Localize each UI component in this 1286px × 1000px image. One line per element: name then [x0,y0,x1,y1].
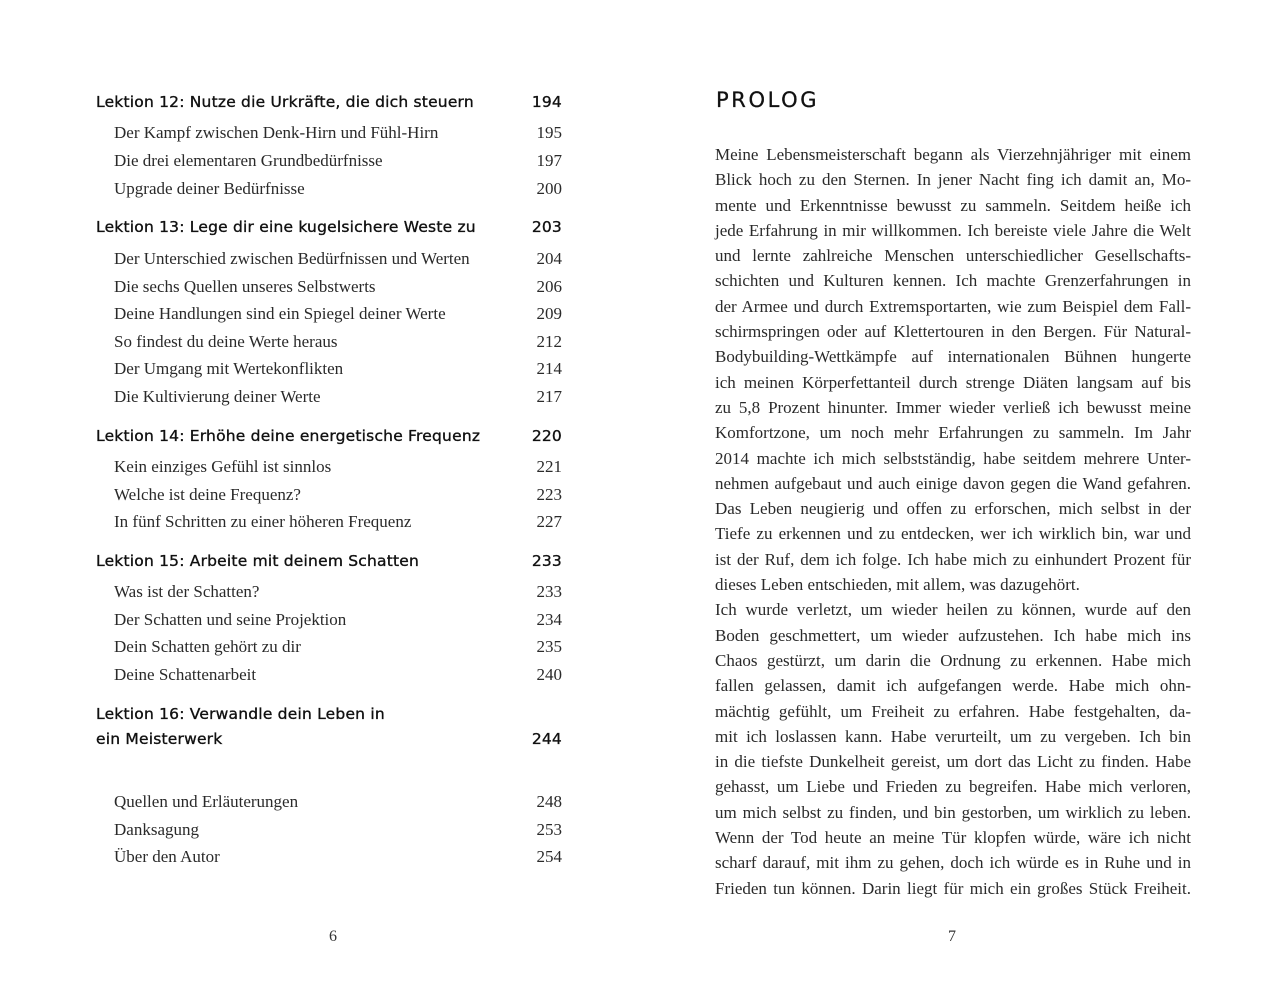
toc-entry-label: Dein Schatten gehört zu dir [114,637,301,656]
toc-entry-page: 200 [536,179,562,198]
toc-entry-label: Welche ist deine Frequenz? [114,485,301,504]
toc-lesson-title: Lektion 12: Nutze die Urkräfte, die dich steuern [96,93,474,111]
toc-backmatter-entry [114,846,566,868]
prolog-line: fallen gelassen, damit ich aufgefangen werde. Habe mich ohn- [715,676,1191,696]
prolog-line: Chaos gestürzt, um darin die Ordnung zu erkennen. Habe mich [715,650,1191,670]
toc-entry-page: 197 [536,151,562,170]
toc-entry-page: 240 [536,665,562,684]
toc-entry-page: 235 [536,637,562,656]
prolog-line: Komfortzone, um noch mehr Erfahrungen zu sammeln. Im Jahr [715,423,1191,443]
toc-entry [114,581,566,603]
toc-lesson-title: Lektion 16: Verwandle dein Leben in [96,705,385,723]
prolog-line: mit ich loslassen kann. Habe verurteilt, um zu vergeben. Ich bin [715,726,1191,746]
toc-entry-page: 248 [536,792,562,811]
toc-lesson-page: 194 [531,93,562,111]
toc-entry [114,150,566,172]
toc-entry-label: Deine Schattenarbeit [114,665,257,684]
prolog-heading: PROLOG [716,88,820,112]
prolog-line: um mich selbst zu finden, und bin gestorben, um wirklich zu leben. [715,802,1191,822]
prolog-line: zu 5,8 Prozent hinunter. Immer wieder verließ ich bewusst meine [715,397,1191,417]
toc-entry-page: 209 [536,304,562,323]
page-number-right: 7 [948,928,956,945]
toc-lesson-heading [96,424,566,449]
toc-entry [114,636,566,658]
prolog-line: Frieden tun können. Darin liegt für mich ein großes Stück Freiheit. [715,878,1191,898]
toc-lesson-page: 233 [531,552,562,570]
toc-entry-page: 204 [536,249,562,268]
toc-lesson-page: 220 [531,427,562,445]
toc-entry-page: 233 [536,582,562,601]
prolog-line: nehmen aufgebaut und auch einige davon gegen die Wand gefahren. [715,473,1191,493]
prolog-body-text [715,142,1191,901]
toc-lesson-title-continued: ein Meisterwerk [96,730,223,748]
toc-entry-page: 212 [536,332,562,351]
toc-entry-page: 195 [536,123,562,142]
prolog-line: Bodybuilding-Wettkämpfe auf internationalen Bühnen hungerte [715,347,1191,367]
toc-lesson-page: 203 [531,218,562,236]
toc-entry-page: 227 [536,512,562,531]
toc-entry [114,664,566,686]
toc-entry-label: Die Kultivierung deiner Werte [114,387,321,406]
toc-entry-page: 206 [536,277,562,296]
toc-lesson-title: Lektion 13: Lege dir eine kugelsichere Weste zu [96,218,476,236]
toc-entry [114,386,566,408]
toc-entry-label: Upgrade deiner Bedürfnisse [114,179,305,198]
prolog-line: mächtig gefühlt, um Freiheit zu erfahren. Habe festgehalten, da- [715,701,1191,721]
toc-entry-label: Quellen und Erläuterungen [114,792,299,811]
toc-backmatter-entry [114,819,566,841]
prolog-line: der Armee und durch Extremsportarten, wie zum Beispiel dem Fall- [715,296,1191,316]
right-page [643,0,1286,1000]
prolog-line: mente und Erkenntnisse bewusst zu sammeln. Seitdem heiße ich [715,195,1191,215]
prolog-line: 2014 machte ich mich selbstständig, habe seitdem mehrere Unter- [715,448,1191,468]
toc-entry [114,122,566,144]
toc-entry [114,276,566,298]
toc-entry-page: 214 [536,359,562,378]
toc-entry-label: Was ist der Schatten? [114,582,260,601]
toc-entry-label: Der Umgang mit Wertekonflikten [114,359,344,378]
toc-entry-page: 221 [536,457,562,476]
prolog-line: in die tiefste Dunkelheit gereist, um dort das Licht zu finden. Habe [715,752,1191,772]
prolog-line: und lernte zahlreiche Menschen unterschiedlicher Gesellschafts- [715,246,1191,266]
prolog-line: Das Leben neugierig und offen zu erforschen, mich selbst in der [715,499,1191,519]
toc-entry-label: So findest du deine Werte heraus [114,332,338,351]
toc-entry-label: In fünf Schritten zu einer höheren Frequenz [114,512,412,531]
prolog-line: jede Erfahrung in mir willkommen. Ich bereiste viele Jahre die Welt [715,220,1191,240]
toc-entry [114,456,566,478]
toc-entry-page: 253 [536,820,562,839]
prolog-line: ich meinen Körperfettanteil durch strenge Diäten langsam auf bis [715,372,1191,392]
toc-entry-label: Der Schatten und seine Projektion [114,610,347,629]
page-number-left: 6 [329,928,337,945]
toc-entry-label: Die drei elementaren Grundbedürfnisse [114,151,383,170]
toc-entry-page: 254 [536,847,562,866]
prolog-line: Wenn der Tod heute an meine Tür klopfen würde, wäre ich nicht [715,828,1191,848]
toc-entry [114,303,566,325]
toc-entry [114,178,566,200]
prolog-line: gehasst, um Liebe und Frieden zu begreifen. Habe mich verloren, [715,777,1191,797]
prolog-line: ist der Ruf, dem ich folge. Ich habe mich zu einhundert Prozent für [715,549,1191,569]
prolog-line: Boden geschmettert, um wieder aufzustehen. Ich habe mich ins [715,625,1191,645]
toc-lesson-heading [96,702,566,752]
prolog-line: Tiefe zu erkennen und zu entdecken, wer ich wirklich bin, war und [715,524,1191,544]
toc-entry [114,609,566,631]
prolog-line: schirmspringen oder auf Klettertouren in den Bergen. Für Natural- [715,322,1191,342]
toc-entry-label: Der Unterschied zwischen Bedürfnissen und Werten [114,249,470,268]
toc-entry-label: Die sechs Quellen unseres Selbstwerts [114,277,376,296]
toc-entry [114,484,566,506]
prolog-line: Meine Lebensmeisterschaft begann als Vierzehnjähriger mit einem [715,145,1191,164]
prolog-line: schichten und Kulturen kennen. Ich machte Grenzerfahrungen in [715,271,1191,291]
prolog-line: Blick hoch zu den Sternen. In jener Nacht fing ich damit an, Mo- [715,170,1191,190]
toc-entry [114,248,566,270]
toc-entry-label: Der Kampf zwischen Denk-Hirn und Fühl-Hirn [114,123,439,142]
toc-entry-label: Über den Autor [114,847,220,866]
toc-entry [114,511,566,533]
toc-entry-page: 234 [536,610,562,629]
toc-backmatter-entry [114,791,566,813]
prolog-line: scharf darauf, mit ihm zu gehen, doch ich würde es in Ruhe und in [715,853,1191,873]
toc-entry [114,358,566,380]
toc-entry-label: Danksagung [114,820,199,839]
toc-entry-label: Deine Handlungen sind ein Spiegel deiner Werte [114,304,446,323]
toc-lesson-title: Lektion 15: Arbeite mit deinem Schatten [96,552,420,570]
toc-lesson-title: Lektion 14: Erhöhe deine energetische Frequenz [96,427,481,445]
toc-lesson-heading [96,90,566,115]
toc-entry [114,331,566,353]
prolog-line: Ich wurde verletzt, um wieder heilen zu können, wurde auf den [715,600,1191,620]
toc-lesson-heading [96,215,566,240]
toc-lesson-heading [96,549,566,574]
toc-lesson-page: 244 [531,730,562,748]
prolog-line: dieses Leben entschieden, mit allem, was dazugehört. [715,575,1080,595]
toc-entry-page: 223 [536,485,562,504]
toc-entry-page: 217 [536,387,562,406]
toc-entry-label: Kein einziges Gefühl ist sinnlos [114,457,332,476]
